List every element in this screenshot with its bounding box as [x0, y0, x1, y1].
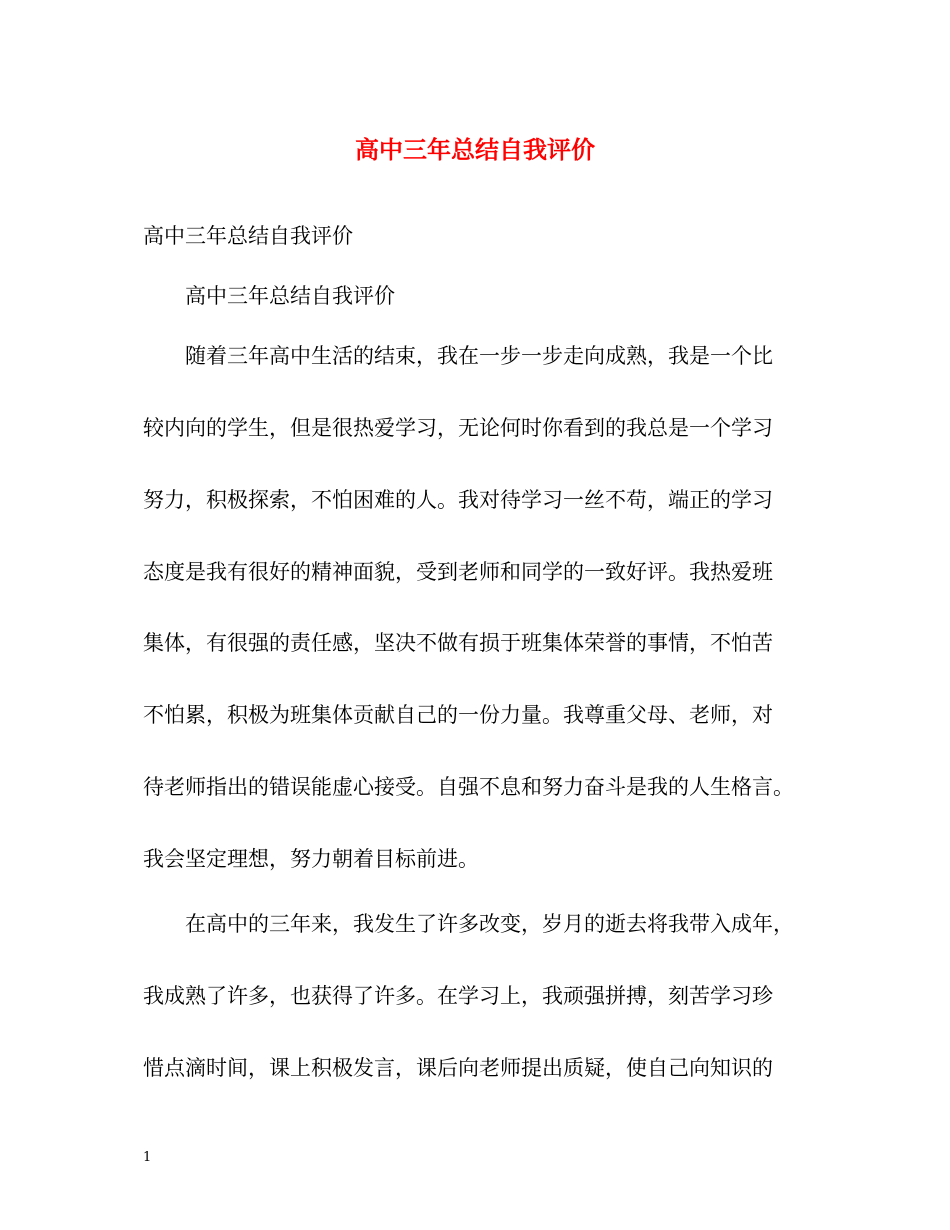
page-number: 1 — [143, 1150, 152, 1165]
document-title: 高中三年总结自我评价 — [355, 135, 595, 164]
paragraph-line: 我成熟了许多，也获得了许多。在学习上，我顽强拼搏，刻苦学习珍 — [143, 984, 773, 1008]
paragraph-line: 较内向的学生，但是很热爱学习，无论何时你看到的我总是一个学习 — [143, 416, 773, 440]
inner-heading: 高中三年总结自我评价 — [185, 284, 395, 308]
paragraph-line: 随着三年高中生活的结束，我在一步一步走向成熟，我是一个比 — [185, 344, 773, 368]
paragraph-line: 态度是我有很好的精神面貌，受到老师和同学的一致好评。我热爱班 — [143, 560, 773, 584]
subheading: 高中三年总结自我评价 — [143, 224, 353, 248]
paragraph-line: 集体，有很强的责任感，坚决不做有损于班集体荣誉的事情，不怕苦 — [143, 631, 773, 655]
paragraph-line: 待老师指出的错误能虚心接受。自强不息和努力奋斗是我的人生格言。 — [143, 775, 794, 799]
paragraph-line: 我会坚定理想，努力朝着目标前进。 — [143, 847, 479, 871]
paragraph-line: 努力，积极探索，不怕困难的人。我对待学习一丝不苟，端正的学习 — [143, 488, 773, 512]
paragraph-line: 不怕累，积极为班集体贡献自己的一份力量。我尊重父母、老师，对 — [143, 703, 773, 727]
paragraph-line: 在高中的三年来，我发生了许多改变，岁月的逝去将我带入成年， — [185, 912, 794, 936]
paragraph-line: 惜点滴时间，课上积极发言，课后向老师提出质疑，使自己向知识的 — [143, 1056, 773, 1080]
